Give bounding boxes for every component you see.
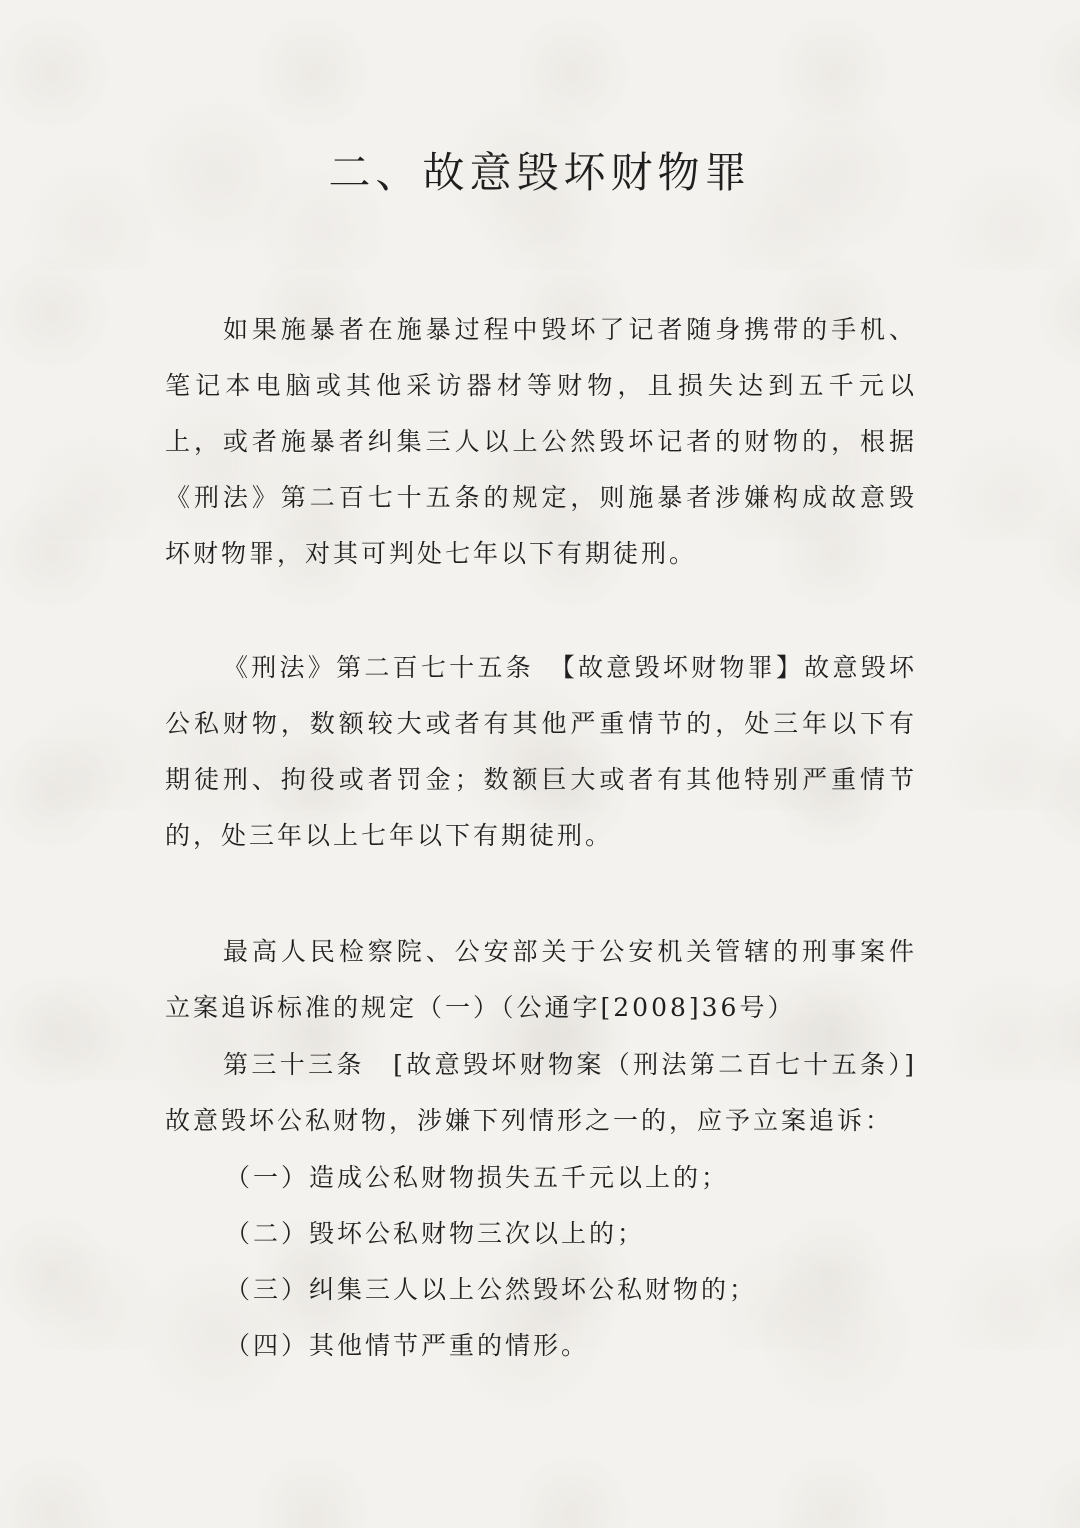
list-item-1: （一）造成公私财物损失五千元以上的； <box>225 1163 730 1192</box>
page-title: 二、故意毁坏财物罪 <box>328 148 752 197</box>
list-item-2: （二）毁坏公私财物三次以上的； <box>225 1219 646 1248</box>
paragraph-article-33: 第三十三条 [故意毁坏财物案（刑法第二百七十五条）]故意毁坏公私财物，涉嫌下列情形之一的，应予立案追诉： <box>165 1050 917 1135</box>
paragraph-regulation-title: 最高人民检察院、公安部关于公安机关管辖的刑事案件立案追诉标准的规定（一）（公通字[2008]36号） <box>165 937 917 1022</box>
paragraph-criminal-law-article: 《刑法》第二百七十五条 【故意毁坏财物罪】故意毁坏公私财物，数额较大或者有其他严重情节的，处三年以下有期徒刑、拘役或者罚金；数额巨大或者有其他特别严重情节的，处三年以上七年以下有期徒刑。 <box>165 653 917 850</box>
list-item-3: （三）纠集三人以上公然毁坏公私财物的； <box>225 1275 758 1304</box>
paragraph-intro: 如果施暴者在施暴过程中毁坏了记者随身携带的手机、笔记本电脑或其他采访器材等财物，且损失达到五千元以上，或者施暴者纠集三人以上公然毁坏记者的财物的，根据《刑法》第二百七十五条的规定，则施暴者涉嫌构成故意毁坏财物罪，对其可判处七年以下有期徒刑。 <box>165 315 917 568</box>
list-item-4: （四）其他情节严重的情形。 <box>225 1331 590 1360</box>
